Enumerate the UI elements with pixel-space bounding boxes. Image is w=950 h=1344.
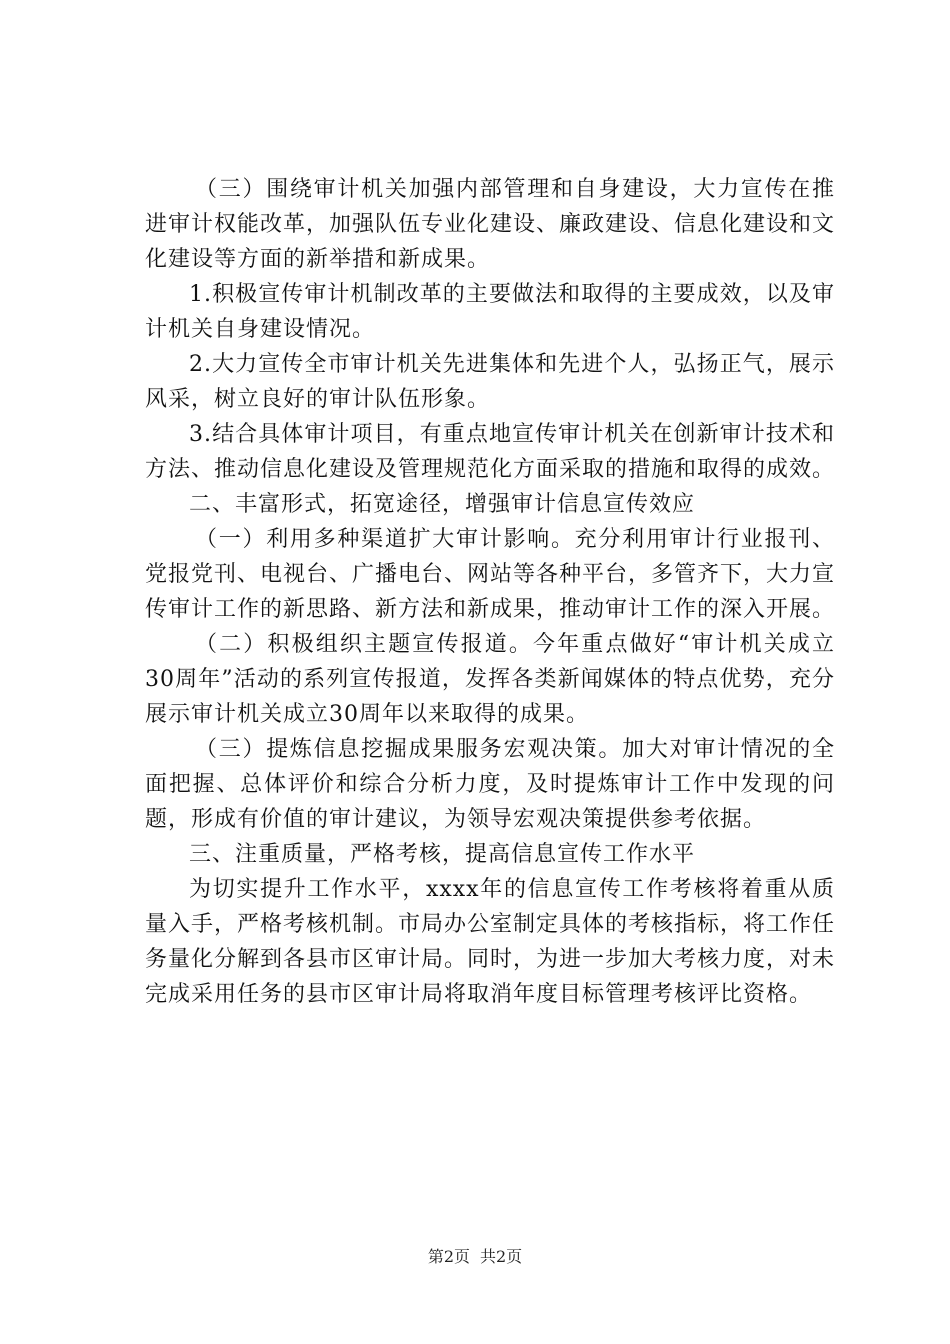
page-footer [0, 1244, 950, 1267]
paragraph-item-2: 2.大力宣传全市审计机关先进集体和先进个人，弘扬正气，展示风采，树立良好的审计队伍形象。 [145, 352, 835, 412]
document-body [145, 172, 835, 1012]
paragraph-item-1: 1.积极宣传审计机制改革的主要做法和取得的主要成效，以及审计机关自身建设情况。 [145, 282, 835, 342]
paragraph-item-3: 3.结合具体审计项目，有重点地宣传审计机关在创新审计技术和方法、推动信息化建设及管理规范化方面采取的措施和取得的成效。 [145, 422, 836, 482]
heading-section-2: 二、丰富形式，拓宽途径，增强审计信息宣传效应 [189, 492, 696, 517]
paragraph-section-3: （三）围绕审计机关加强内部管理和自身建设，大力宣传在推进审计权能改革，加强队伍专业化建设、廉政建设、信息化建设和文化建设等方面的新举措和新成果。 [145, 177, 836, 272]
page-number-current: 第2页 [427, 1247, 470, 1266]
heading-section-3: 三、注重质量，严格考核，提高信息宣传工作水平 [189, 842, 696, 867]
paragraph-sub-3: （三）提炼信息挖掘成果服务宏观决策。加大对审计情况的全面把握、总体评价和综合分析力度，及时提炼审计工作中发现的问题，形成有价值的审计建议，为领导宏观决策提供参考依据。 [145, 737, 835, 832]
paragraph-assessment: 为切实提升工作水平，xxxx年的信息宣传工作考核将着重从质量入手，严格考核机制。市局办公室制定具体的考核指标，将工作任务量化分解到各县市区审计局。同时，为进一步加大考核力度，对未完成采用任务的县市区审计局将取消年度目标管理考核评比资格。 [145, 877, 836, 1007]
paragraph-sub-1: （一）利用多种渠道扩大审计影响。充分利用审计行业报刊、党报党刊、电视台、广播电台、网站等各种平台，多管齐下，大力宣传审计工作的新思路、新方法和新成果，推动审计工作的深入开展。 [145, 527, 836, 622]
page-number-total: 共2页 [480, 1247, 523, 1266]
paragraph-sub-2: （二）积极组织主题宣传报道。今年重点做好“审计机关成立30周年”活动的系列宣传报道，发挥各类新闻媒体的特点优势，充分展示审计机关成立30周年以来取得的成果。 [145, 632, 835, 727]
